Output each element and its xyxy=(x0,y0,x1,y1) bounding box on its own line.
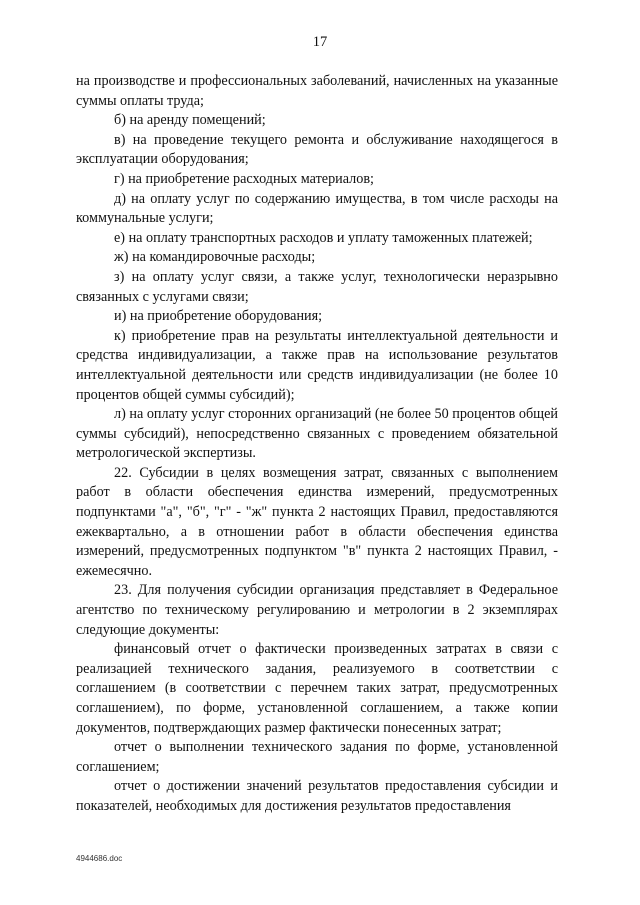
clause-22: 22. Субсидии в целях возмещения затрат, связанных с выполнением работ в области обеспечения единства измерений, предусмотренных подпунктами "а", "б", "г" - "ж" пункта 2 настоящих Правил, предоставляются ежеквартально, а в отношении работ в области обеспечения единства измерений, предусмотренных подпунктом "в" пункта 2 настоящих Правил, - ежемесячно. xyxy=(76,464,558,579)
clause-23: 23. Для получения субсидии организация представляет в Федеральное агентство по техническому регулированию и метрологии в 2 экземплярах следующие документы: xyxy=(76,582,558,638)
document-body xyxy=(76,72,558,817)
list-item-e: е) на оплату транспортных расходов и уплату таможенных платежей; xyxy=(114,229,533,246)
list-item-g: г) на приобретение расходных материалов; xyxy=(114,170,374,187)
list-item-v: в) на проведение текущего ремонта и обслуживание находящегося в эксплуатации оборудования; xyxy=(76,131,558,168)
document-item-financial-report: финансовый отчет о фактически произведенных затратах в связи с реализацией технического задания, реализуемого в соответствии с соглашением (в соответствии с перечнем таких затрат, предусмотренных соглашением), по форме, установленной соглашением, а также копии документов, подтверждающих размер фактически понесенных затрат; xyxy=(76,641,558,736)
list-item-zh: ж) на командировочные расходы; xyxy=(114,249,316,266)
page-number: 17 xyxy=(312,34,328,50)
list-item-b: б) на аренду помещений; xyxy=(114,112,266,129)
document-item-task-report: отчет о выполнении технического задания по форме, установленной соглашением; xyxy=(76,739,558,775)
list-item-k: к) приобретение прав на результаты интеллектуальной деятельности и средства индивидуализации, а также прав на использование результатов интеллектуальной деятельности или средств индивидуализации (не более 10 процентов общей суммы субсидий); xyxy=(76,327,558,403)
footer-file-name: 4944686.doc xyxy=(76,854,123,863)
document-item-results-report: отчет о достижении значений результатов предоставления субсидии и показателей, необходимых для достижения результатов предоставления xyxy=(76,778,558,814)
list-item-z: з) на оплату услуг связи, а также услуг, технологически неразрывно связанных с услугами связи; xyxy=(76,268,558,305)
list-item-i: и) на приобретение оборудования; xyxy=(114,308,323,325)
list-item-d: д) на оплату услуг по содержанию имущества, в том числе расходы на коммунальные услуги; xyxy=(76,190,558,227)
paragraph: на производстве и профессиональных заболеваний, начисленных на указанные суммы оплаты труда; xyxy=(76,73,558,109)
list-item-l: л) на оплату услуг сторонних организаций (не более 50 процентов общей суммы субсидий), непосредственно связанных с проведением обязательной метрологической экспертизы. xyxy=(76,406,558,462)
